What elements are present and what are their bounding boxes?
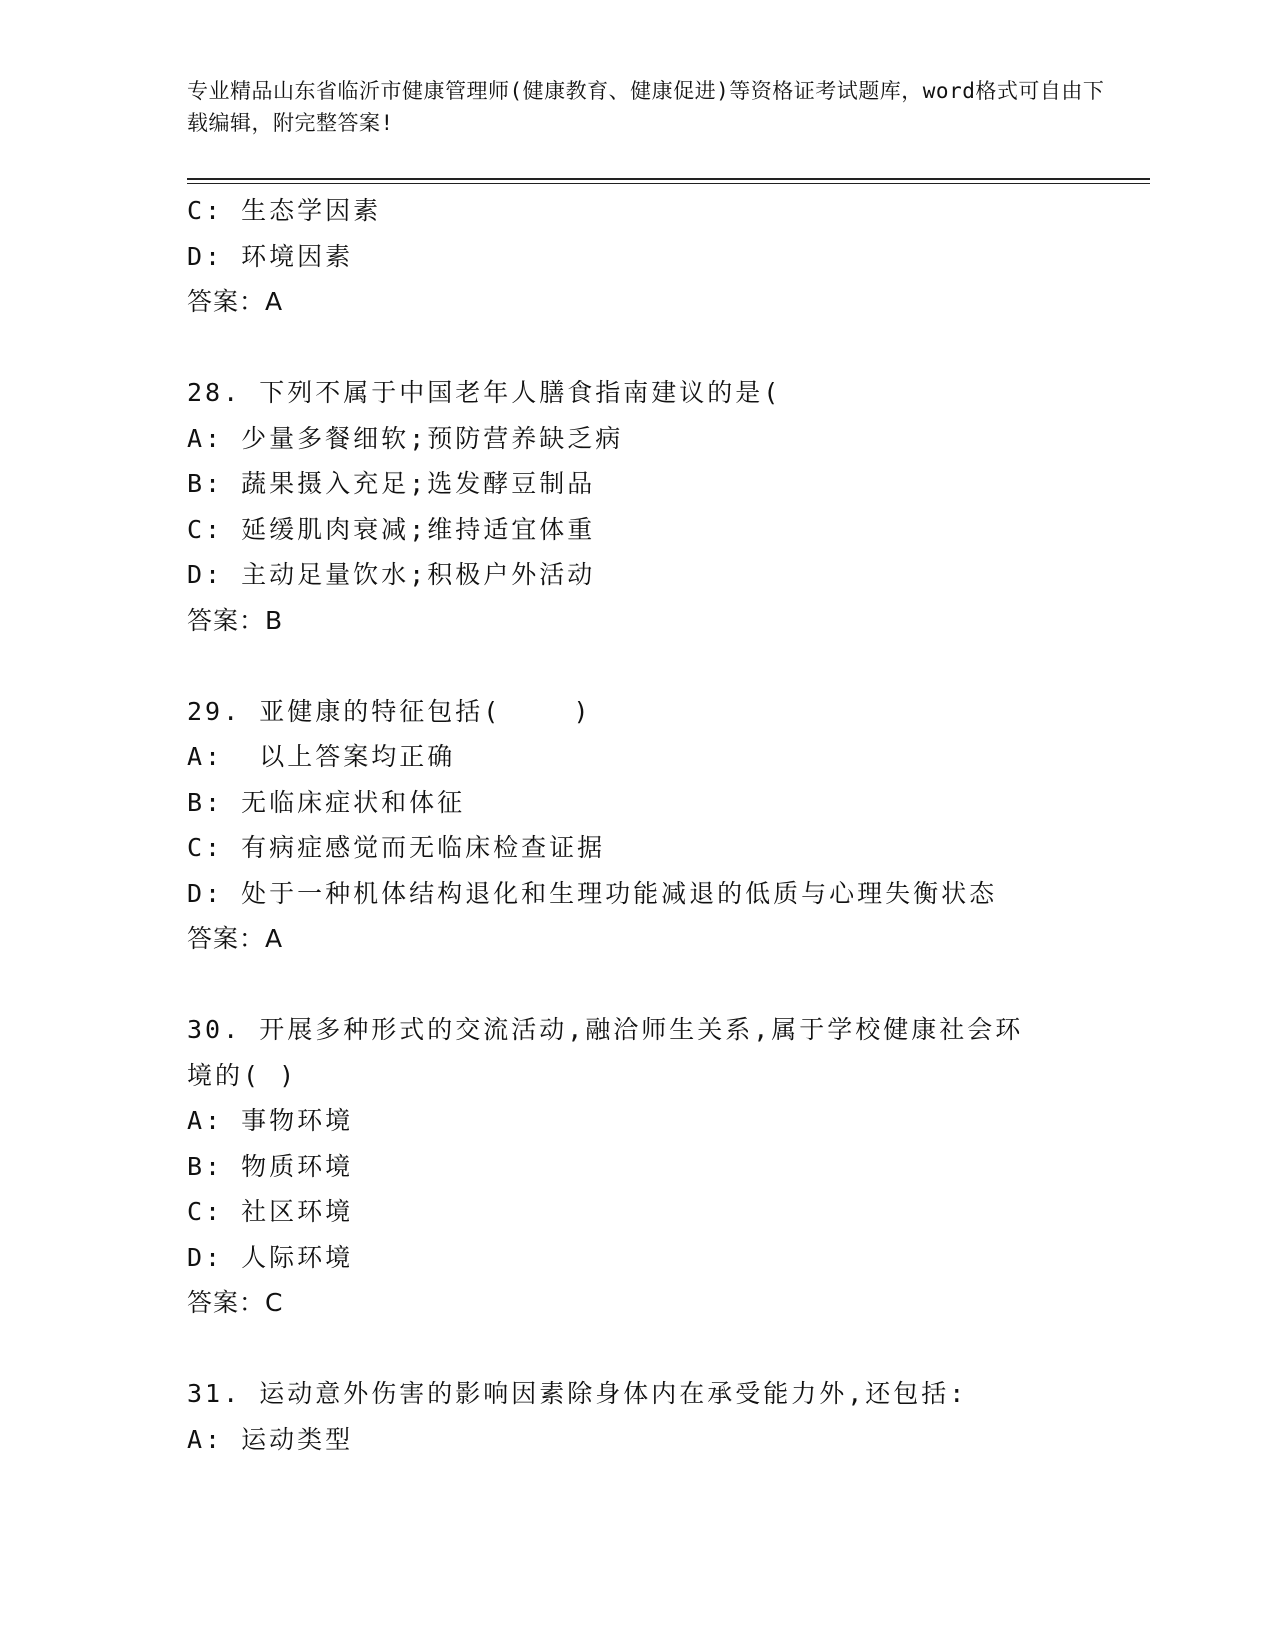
spacer	[187, 325, 1087, 371]
answer-line: 答案：C	[187, 1288, 284, 1317]
question-stem: 28. 下列不属于中国老年人膳食指南建议的是(	[187, 378, 782, 407]
option-line: D: 处于一种机体结构退化和生理功能减退的低质与心理失衡状态	[187, 878, 998, 908]
document-header: 专业精品山东省临沂市健康管理师(健康教育、健康促进)等资格证考试题库，word格式可自由下载编辑，附完整答案!	[187, 79, 1105, 135]
question-content	[187, 188, 1087, 1462]
question-stem: 29. 亚健康的特征包括( )	[187, 696, 592, 726]
question-stem: 30. 开展多种形式的交流活动,融洽师生关系,属于学校健康社会环境的( )	[187, 1015, 1024, 1090]
option-line: A: 以上答案均正确	[187, 742, 456, 771]
option-line: D: 人际环境	[187, 1242, 354, 1272]
answer-line: 答案：A	[187, 924, 284, 953]
answer-line: 答案：B	[187, 605, 284, 635]
spacer	[187, 643, 1087, 689]
question-stem: 31. 运动意外伤害的影响因素除身体内在承受能力外,还包括:	[187, 1379, 968, 1408]
option-line: B: 蔬果摄入充足;选发酵豆制品	[187, 469, 596, 498]
option-line: D: 环境因素	[187, 241, 354, 271]
option-line: A: 事物环境	[187, 1106, 354, 1135]
option-line: D: 主动足量饮水;积极户外活动	[187, 560, 596, 589]
answer-line: 答案：A	[187, 287, 284, 316]
option-line: C: 社区环境	[187, 1197, 354, 1226]
option-line: C: 延缓肌肉衰减;维持适宜体重	[187, 514, 596, 544]
option-line: C: 生态学因素	[187, 196, 382, 225]
option-line: A: 少量多餐细软;预防营养缺乏病	[187, 423, 624, 453]
option-line: B: 无临床症状和体征	[187, 787, 466, 817]
header-rule-thick	[187, 178, 1150, 180]
header-rule-thin	[187, 183, 1150, 184]
option-line: B: 物质环境	[187, 1151, 354, 1181]
option-line: A: 运动类型	[187, 1424, 354, 1454]
spacer	[187, 962, 1087, 1008]
option-line: C: 有病症感觉而无临床检查证据	[187, 833, 606, 862]
spacer	[187, 1326, 1087, 1372]
